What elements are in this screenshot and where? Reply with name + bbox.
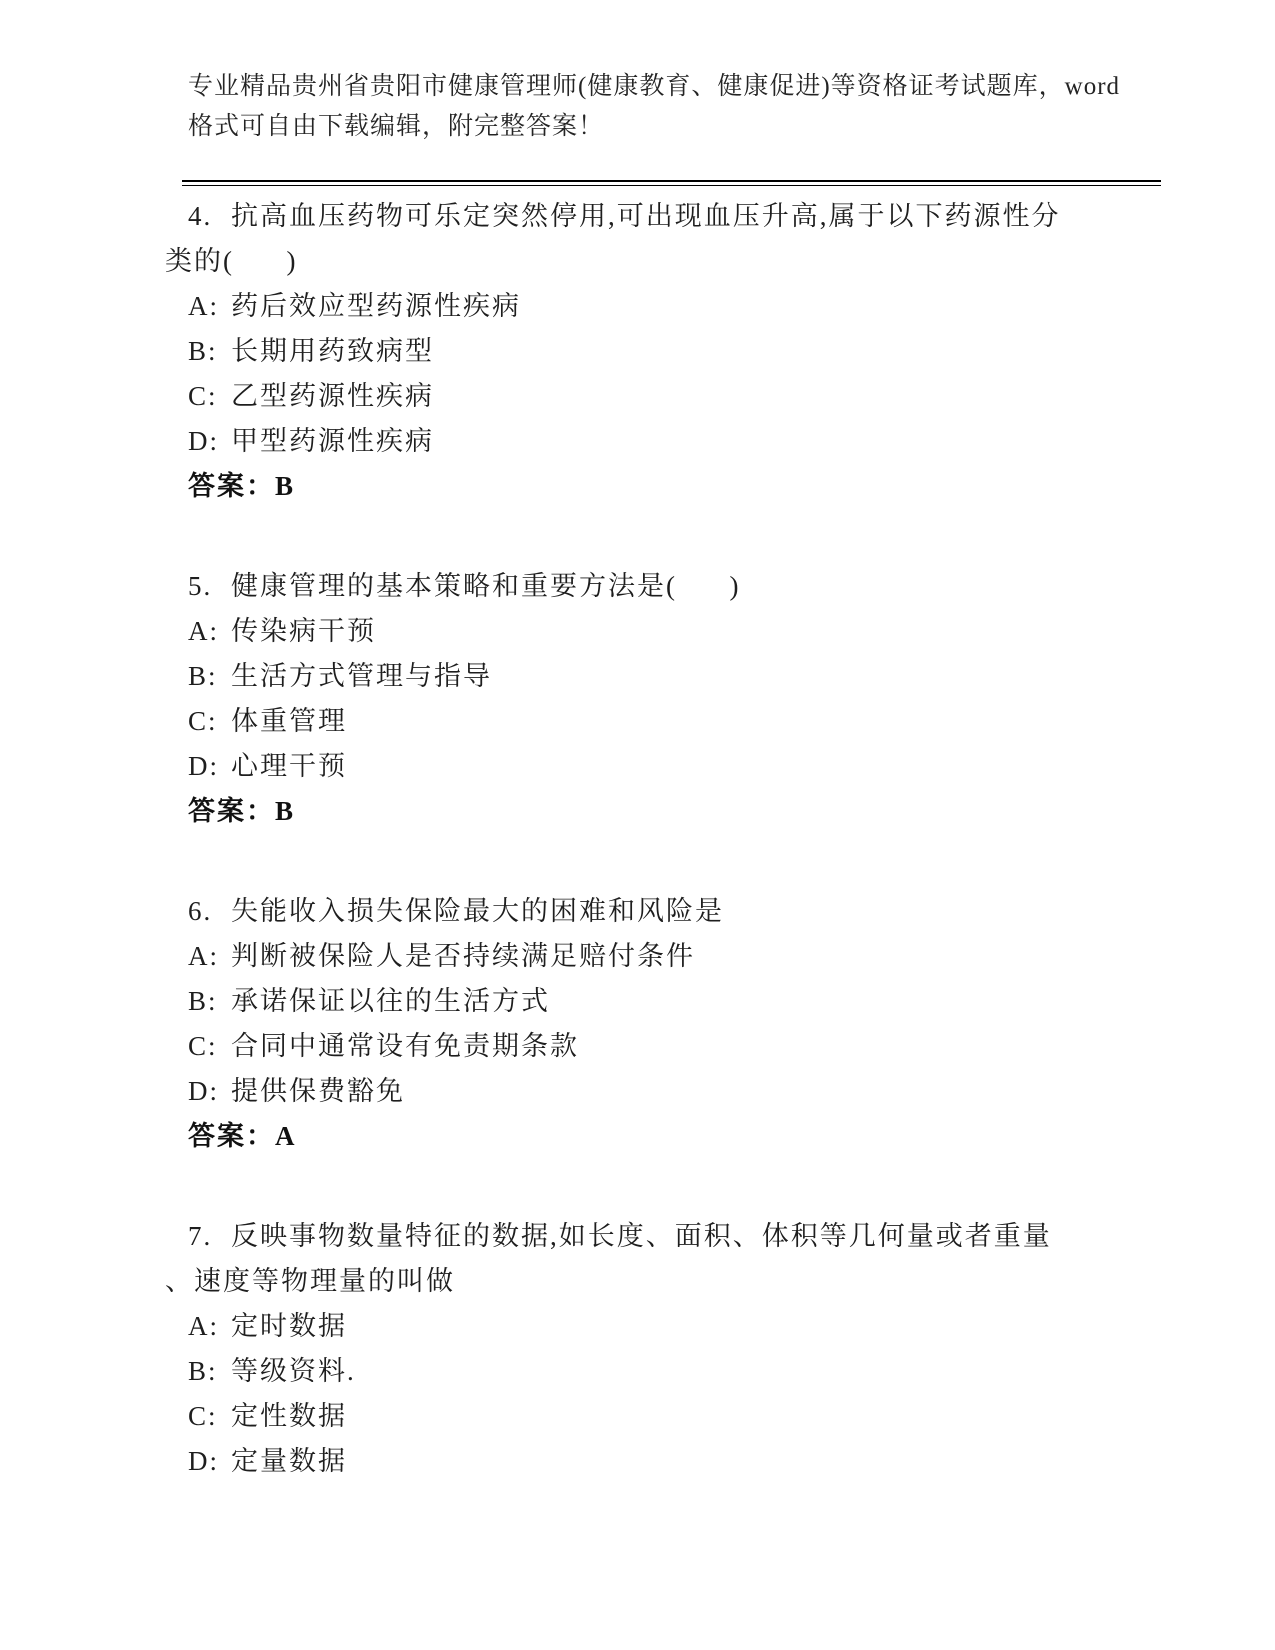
- option-row: [188, 1024, 1165, 1069]
- option-row: [188, 934, 1165, 979]
- question-block-4: [165, 194, 1165, 509]
- option-row: [188, 699, 1165, 744]
- question-text: 反映事物数量特征的数据,如长度、面积、体积等几何量或者重量: [231, 1221, 1052, 1251]
- option-text: 承诺保证以往的生活方式: [231, 986, 550, 1016]
- header-divider: [182, 180, 1161, 186]
- document-body: [165, 194, 1165, 1484]
- option-row: [188, 1069, 1165, 1114]
- option-label: C:: [188, 1401, 218, 1431]
- option-text: 判断被保险人是否持续满足赔付条件: [231, 941, 695, 971]
- option-label: B:: [188, 986, 218, 1016]
- option-row: [188, 419, 1165, 464]
- option-row: [188, 1304, 1165, 1349]
- answer-row: [188, 1114, 1165, 1159]
- question-number: 5.: [188, 571, 213, 601]
- option-label: B:: [188, 1356, 218, 1386]
- option-label: A:: [188, 291, 219, 321]
- option-text: 心理干预: [231, 751, 347, 781]
- question-block-7: [165, 1214, 1165, 1484]
- option-text: 长期用药致病型: [231, 336, 434, 366]
- question-text: 类的( ): [165, 246, 298, 276]
- question-line: [188, 889, 1165, 934]
- question-block-6: [188, 889, 1165, 1159]
- question-number: 7.: [188, 1221, 213, 1251]
- option-text: 定时数据: [231, 1311, 347, 1341]
- answer-label: 答案：: [188, 796, 275, 826]
- answer-label: 答案：: [188, 471, 275, 501]
- answer-label: 答案：: [188, 1121, 275, 1151]
- answer-value: B: [275, 796, 296, 826]
- option-text: 等级资料.: [231, 1356, 356, 1386]
- answer-row: [188, 464, 1165, 509]
- question-number: 6.: [188, 896, 213, 926]
- question-line: [188, 194, 1165, 239]
- question-text: 抗高血压药物可乐定突然停用,可出现血压升高,属于以下药源性分: [231, 201, 1061, 231]
- option-label: C:: [188, 381, 218, 411]
- question-line-continuation: [165, 1259, 1165, 1304]
- option-row: [188, 609, 1165, 654]
- option-label: B:: [188, 661, 218, 691]
- option-label: D:: [188, 1446, 219, 1476]
- option-row: [188, 979, 1165, 1024]
- answer-value: A: [275, 1121, 297, 1151]
- option-row: [188, 1394, 1165, 1439]
- option-label: D:: [188, 426, 219, 456]
- option-text: 定性数据: [231, 1401, 347, 1431]
- option-text: 体重管理: [231, 706, 347, 736]
- option-row: [188, 284, 1165, 329]
- option-label: A:: [188, 1311, 219, 1341]
- option-text: 传染病干预: [231, 616, 376, 646]
- option-text: 药后效应型药源性疾病: [231, 291, 521, 321]
- option-label: A:: [188, 941, 219, 971]
- question-number: 4.: [188, 201, 213, 231]
- question-block-5: [188, 564, 1165, 834]
- option-row: [188, 654, 1165, 699]
- question-text: 失能收入损失保险最大的困难和风险是: [231, 896, 724, 926]
- option-label: D:: [188, 1076, 219, 1106]
- page-header: [188, 67, 1165, 147]
- option-text: 合同中通常设有免责期条款: [231, 1031, 579, 1061]
- question-text: 、速度等物理量的叫做: [165, 1266, 455, 1296]
- header-text-line-1: 专业精品贵州省贵阳市健康管理师(健康教育、健康促进)等资格证考试题库，word: [188, 73, 1121, 100]
- option-row: [188, 1439, 1165, 1484]
- option-row: [188, 329, 1165, 374]
- question-line: [188, 564, 1165, 609]
- question-text: 健康管理的基本策略和重要方法是( ): [231, 571, 741, 601]
- question-line: [188, 1214, 1165, 1259]
- question-line-continuation: [165, 239, 1165, 284]
- header-text-line-2: 格式可自由下载编辑，附完整答案！: [188, 113, 605, 140]
- option-text: 定量数据: [231, 1446, 347, 1476]
- option-text: 甲型药源性疾病: [231, 426, 434, 456]
- option-label: D:: [188, 751, 219, 781]
- option-label: C:: [188, 1031, 218, 1061]
- option-text: 乙型药源性疾病: [231, 381, 434, 411]
- option-row: [188, 374, 1165, 419]
- answer-value: B: [275, 471, 296, 501]
- option-row: [188, 744, 1165, 789]
- option-label: B:: [188, 336, 218, 366]
- option-text: 提供保费豁免: [231, 1076, 405, 1106]
- answer-row: [188, 789, 1165, 834]
- option-row: [188, 1349, 1165, 1394]
- option-text: 生活方式管理与指导: [231, 661, 492, 691]
- option-label: A:: [188, 616, 219, 646]
- option-label: C:: [188, 706, 218, 736]
